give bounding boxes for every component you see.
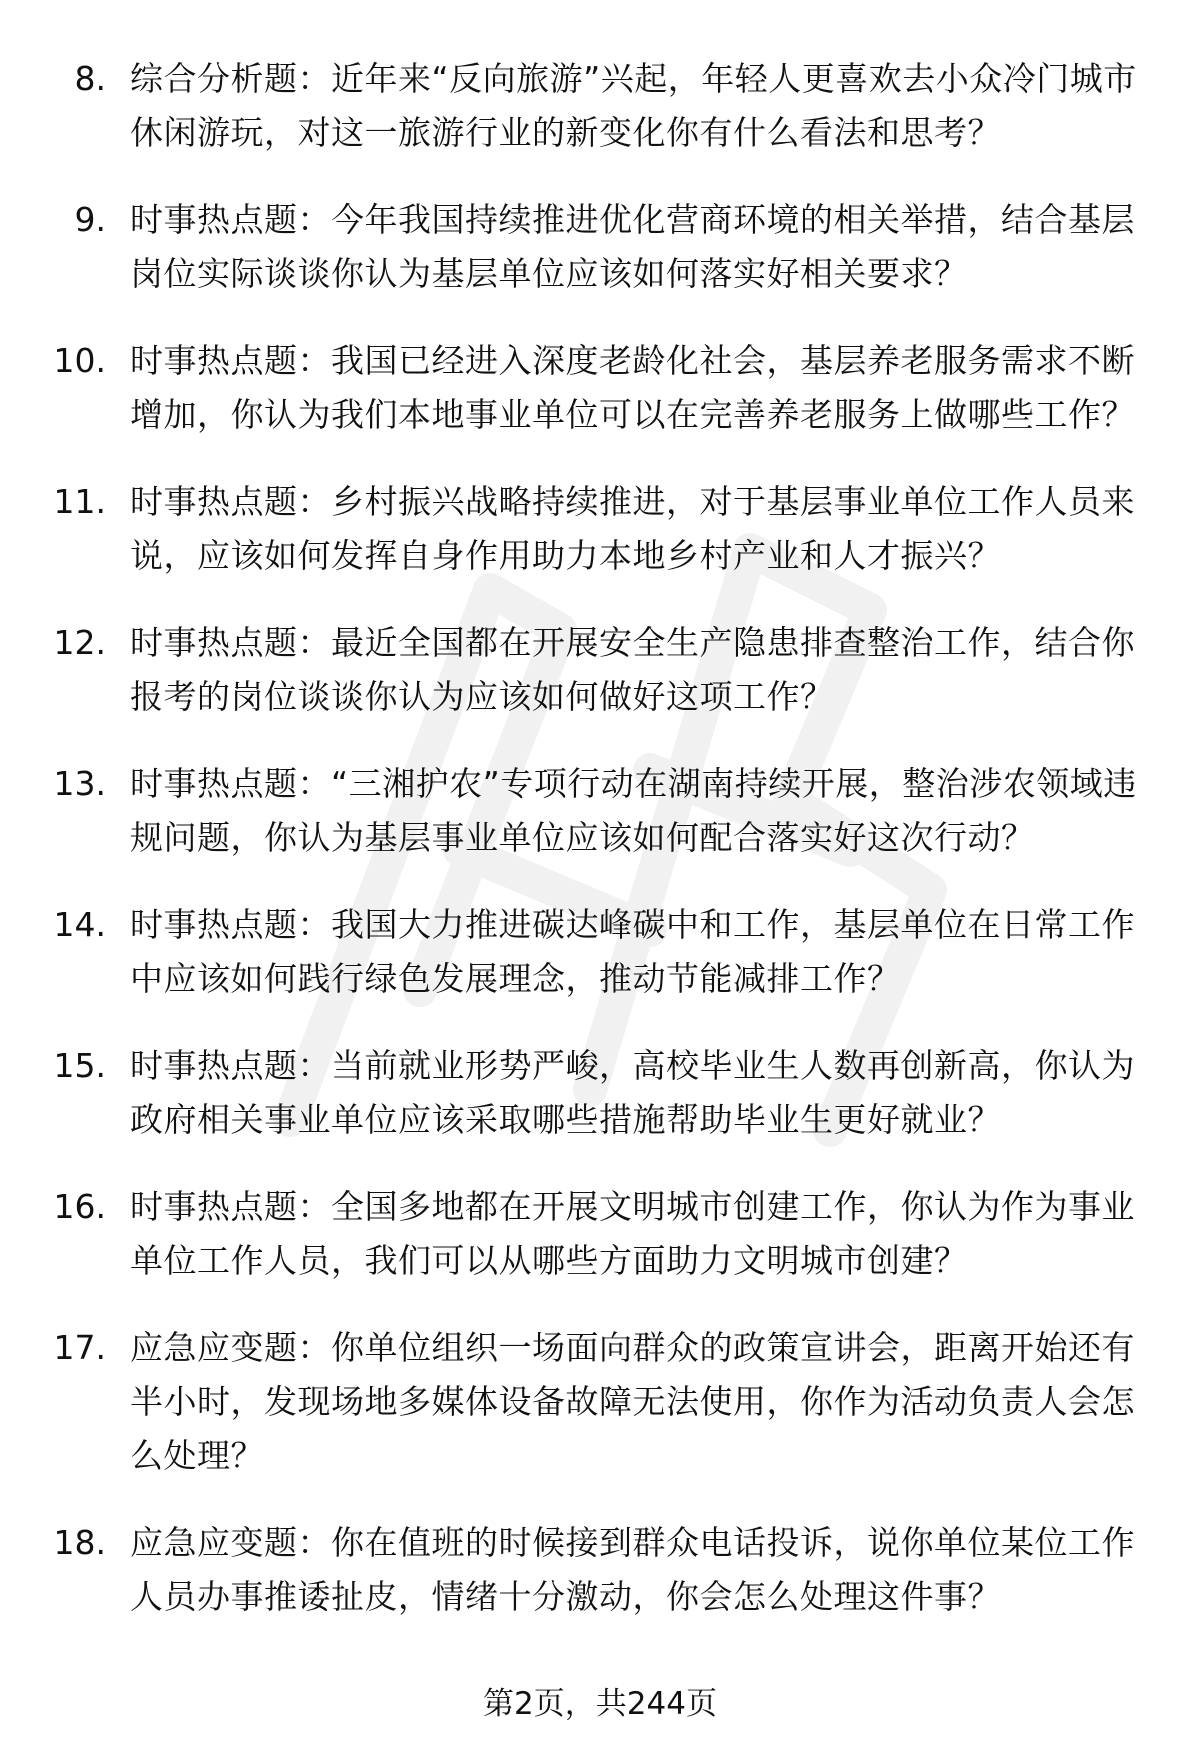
question-text: 时事热点题：“三湘护农”专项行动在湖南持续开展，整治涉农领域违规问题，你认为基层事业单位应该如何配合落实好这次行动？ bbox=[130, 764, 1137, 857]
question-text: 时事热点题：今年我国持续推进优化营商环境的相关举措，结合基层岗位实际谈谈你认为基层单位应该如何落实好相关要求？ bbox=[130, 200, 1135, 293]
question-number: 8. bbox=[74, 59, 106, 98]
question-number: 10. bbox=[53, 341, 106, 380]
question-number: 15. bbox=[53, 1046, 106, 1085]
question-number: 12. bbox=[53, 623, 106, 662]
question-text: 综合分析题：近年来“反向旅游”兴起，年轻人更喜欢去小众冷门城市休闲游玩，对这一旅游行业的新变化你有什么看法和思考？ bbox=[130, 59, 1137, 152]
question-text: 时事热点题：全国多地都在开展文明城市创建工作，你认为作为事业单位工作人员，我们可以从哪些方面助力文明城市创建？ bbox=[130, 1187, 1135, 1280]
question-item-18 bbox=[0, 1516, 1200, 1624]
question-item-13 bbox=[0, 757, 1200, 865]
question-item-11 bbox=[0, 475, 1200, 583]
page-number-label: 第2页，共244页 bbox=[483, 1686, 717, 1722]
question-number: 13. bbox=[53, 764, 106, 803]
question-number: 18. bbox=[53, 1523, 106, 1562]
question-text: 时事热点题：我国大力推进碳达峰碳中和工作，基层单位在日常工作中应该如何践行绿色发展理念，推动节能减排工作？ bbox=[130, 905, 1135, 998]
question-list bbox=[0, 52, 1200, 1657]
question-item-17 bbox=[0, 1321, 1200, 1483]
question-text: 应急应变题：你单位组织一场面向群众的政策宣讲会，距离开始还有半小时，发现场地多媒体设备故障无法使用，你作为活动负责人会怎么处理？ bbox=[130, 1328, 1135, 1475]
question-item-15 bbox=[0, 1039, 1200, 1147]
question-number: 11. bbox=[53, 482, 106, 521]
question-number: 9. bbox=[74, 200, 106, 239]
question-item-14 bbox=[0, 898, 1200, 1006]
question-item-10 bbox=[0, 334, 1200, 442]
question-text: 时事热点题：当前就业形势严峻，高校毕业生人数再创新高，你认为政府相关事业单位应该采取哪些措施帮助毕业生更好就业？ bbox=[130, 1046, 1135, 1139]
question-text: 时事热点题：最近全国都在开展安全生产隐患排查整治工作，结合你报考的岗位谈谈你认为应该如何做好这项工作？ bbox=[130, 623, 1135, 716]
question-number: 14. bbox=[53, 905, 106, 944]
question-number: 16. bbox=[53, 1187, 106, 1226]
question-text: 时事热点题：乡村振兴战略持续推进，对于基层事业单位工作人员来说，应该如何发挥自身作用助力本地乡村产业和人才振兴？ bbox=[130, 482, 1135, 575]
question-item-8 bbox=[0, 52, 1200, 160]
question-text: 时事热点题：我国已经进入深度老龄化社会，基层养老服务需求不断增加，你认为我们本地事业单位可以在完善养老服务上做哪些工作？ bbox=[130, 341, 1135, 434]
question-item-12 bbox=[0, 616, 1200, 724]
question-item-9 bbox=[0, 193, 1200, 301]
question-item-16 bbox=[0, 1180, 1200, 1288]
question-number: 17. bbox=[53, 1328, 106, 1367]
question-text: 应急应变题：你在值班的时候接到群众电话投诉，说你单位某位工作人员办事推诿扯皮，情绪十分激动，你会怎么处理这件事？ bbox=[130, 1523, 1135, 1616]
page-footer bbox=[0, 1682, 1200, 1726]
